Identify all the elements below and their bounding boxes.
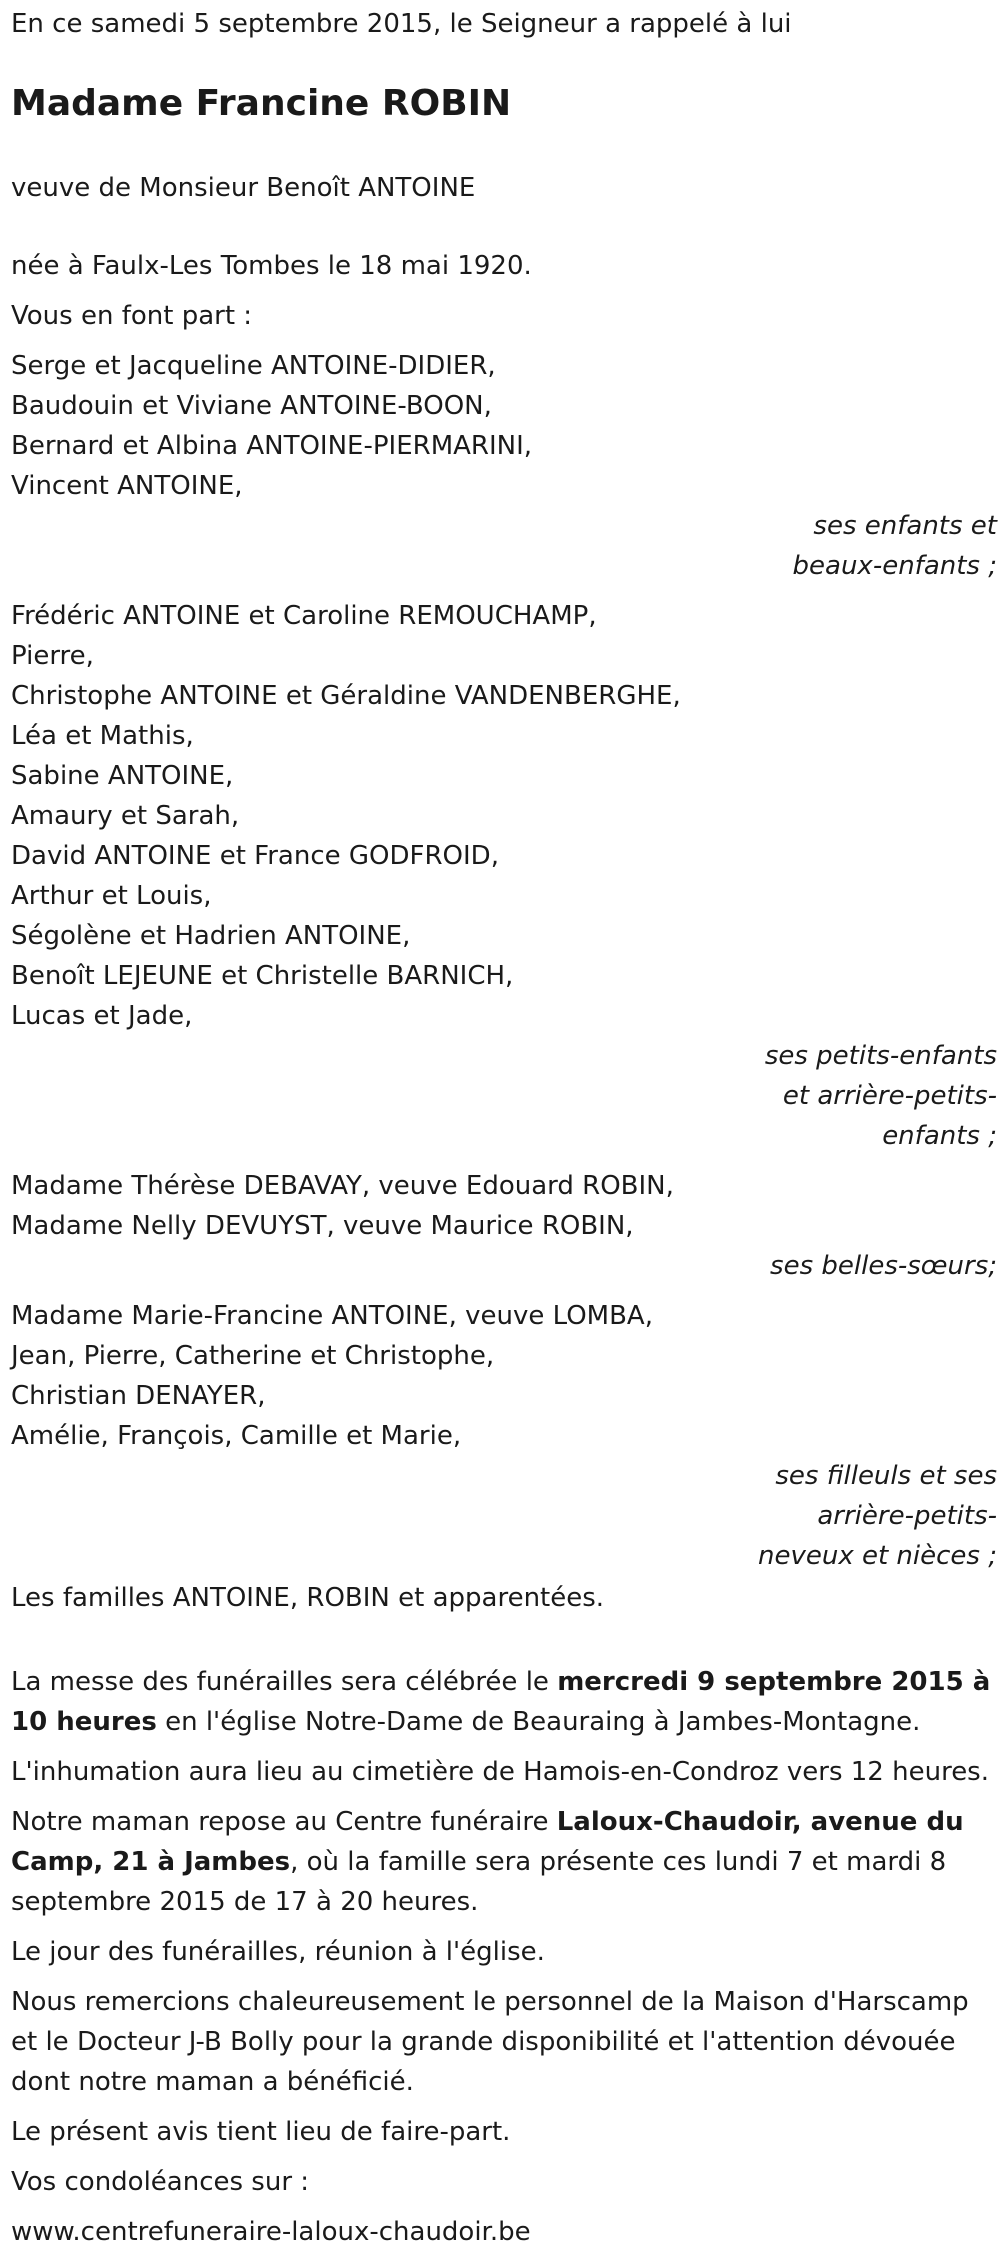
list-item: Frédéric ANTOINE et Caroline REMOUCHAMP, — [11, 601, 597, 631]
role-line: ses petits-enfants — [764, 1041, 997, 1071]
godchildren-list — [11, 1296, 997, 1456]
role-line: et arrière-petits- — [782, 1081, 997, 1111]
godchildren-role — [717, 1456, 997, 1576]
website-link[interactable]: www.centrefuneraire-laloux-chaudoir.be — [11, 2217, 531, 2247]
list-item: Vincent ANTOINE, — [11, 471, 243, 501]
list-item: Baudouin et Viviane ANTOINE-BOON, — [11, 391, 492, 421]
website-line — [11, 2212, 997, 2252]
list-item: Christophe ANTOINE et Géraldine VANDENBERGHE, — [11, 681, 681, 711]
families-line: Les familles ANTOINE, ROBIN et apparentées. — [11, 1583, 605, 1613]
announcement-line: Vous en font part : — [11, 301, 253, 331]
funeral-home-address: Laloux-Chaudoir, avenue du Camp, 21 à Jambes — [11, 1807, 964, 1877]
list-item: Madame Marie-Francine ANTOINE, veuve LOMBA, — [11, 1301, 653, 1331]
birth-line: née à Faulx-Les Tombes le 18 mai 1920. — [11, 251, 532, 281]
list-item: Amaury et Sarah, — [11, 801, 240, 831]
grandchildren-role — [717, 1036, 997, 1156]
list-item: Madame Thérèse DEBAVAY, veuve Edouard ROBIN, — [11, 1171, 674, 1201]
list-item: Jean, Pierre, Catherine et Christophe, — [11, 1341, 495, 1371]
role-line: ses belles-sœurs; — [770, 1251, 997, 1281]
role-line: enfants ; — [882, 1121, 997, 1151]
role-line: ses enfants et — [813, 511, 997, 541]
rest-visiting-hours: , où la famille sera présente ces lundi 7 et mardi 8 septembre 2015 de 17 à 20 heures. — [11, 1847, 947, 1917]
condolences-label: Vos condoléances sur : — [11, 2167, 310, 2197]
rest-text: Notre maman repose au Centre funéraire — [11, 1807, 557, 1837]
thanks-paragraph: Nous remercions chaleureusement le personnel de la Maison d'Harscamp et le Docteur J-B Bolly pour la grande disponibilité et l'attention dévouée dont notre maman a bénéficié. — [11, 1987, 969, 2097]
list-item: David ANTOINE et France GODFROID, — [11, 841, 499, 871]
list-item: Christian DENAYER, — [11, 1381, 266, 1411]
burial-paragraph: L'inhumation aura lieu au cimetière de Hamois-en-Condroz vers 12 heures. — [11, 1757, 989, 1787]
deceased-name: Madame Francine ROBIN — [11, 83, 512, 124]
children-role — [717, 506, 997, 586]
list-item: Lucas et Jade, — [11, 1001, 193, 1031]
funeral-day-paragraph: Le jour des funérailles, réunion à l'église. — [11, 1937, 545, 1967]
list-item: Amélie, François, Camille et Marie, — [11, 1421, 462, 1451]
list-item: Serge et Jacqueline ANTOINE-DIDIER, — [11, 351, 496, 381]
list-item: Léa et Mathis, — [11, 721, 194, 751]
grandchildren-list — [11, 596, 997, 1036]
role-line: ses filleuls et ses — [775, 1461, 997, 1491]
widow-line: veuve de Monsieur Benoît ANTOINE — [11, 173, 476, 203]
sisters-in-law-role — [717, 1246, 997, 1286]
role-line: beaux-enfants ; — [792, 551, 997, 581]
list-item: Pierre, — [11, 641, 94, 671]
children-list — [11, 346, 997, 506]
mass-date: mercredi 9 septembre 2015 à 10 heures — [11, 1667, 991, 1737]
list-item: Madame Nelly DEVUYST, veuve Maurice ROBIN, — [11, 1211, 634, 1241]
role-line: neveux et nièces ; — [757, 1541, 997, 1571]
list-item: Benoît LEJEUNE et Christelle BARNICH, — [11, 961, 514, 991]
role-line: arrière-petits- — [817, 1501, 997, 1531]
sisters-in-law-list — [11, 1166, 997, 1246]
mass-location: en l'église Notre-Dame de Beauraing à Jambes-Montagne. — [156, 1707, 921, 1737]
list-item: Arthur et Louis, — [11, 881, 212, 911]
rest-paragraph — [11, 1802, 997, 1922]
mass-paragraph — [11, 1662, 997, 1742]
intro-line: En ce samedi 5 septembre 2015, le Seigneur a rappelé à lui — [11, 9, 792, 39]
list-item: Sabine ANTOINE, — [11, 761, 234, 791]
obituary-notice — [0, 4, 1000, 2252]
list-item: Ségolène et Hadrien ANTOINE, — [11, 921, 411, 951]
mass-text: La messe des funérailles sera célébrée le — [11, 1667, 558, 1697]
list-item: Bernard et Albina ANTOINE-PIERMARINI, — [11, 431, 533, 461]
notice-paragraph: Le présent avis tient lieu de faire-part. — [11, 2117, 511, 2147]
